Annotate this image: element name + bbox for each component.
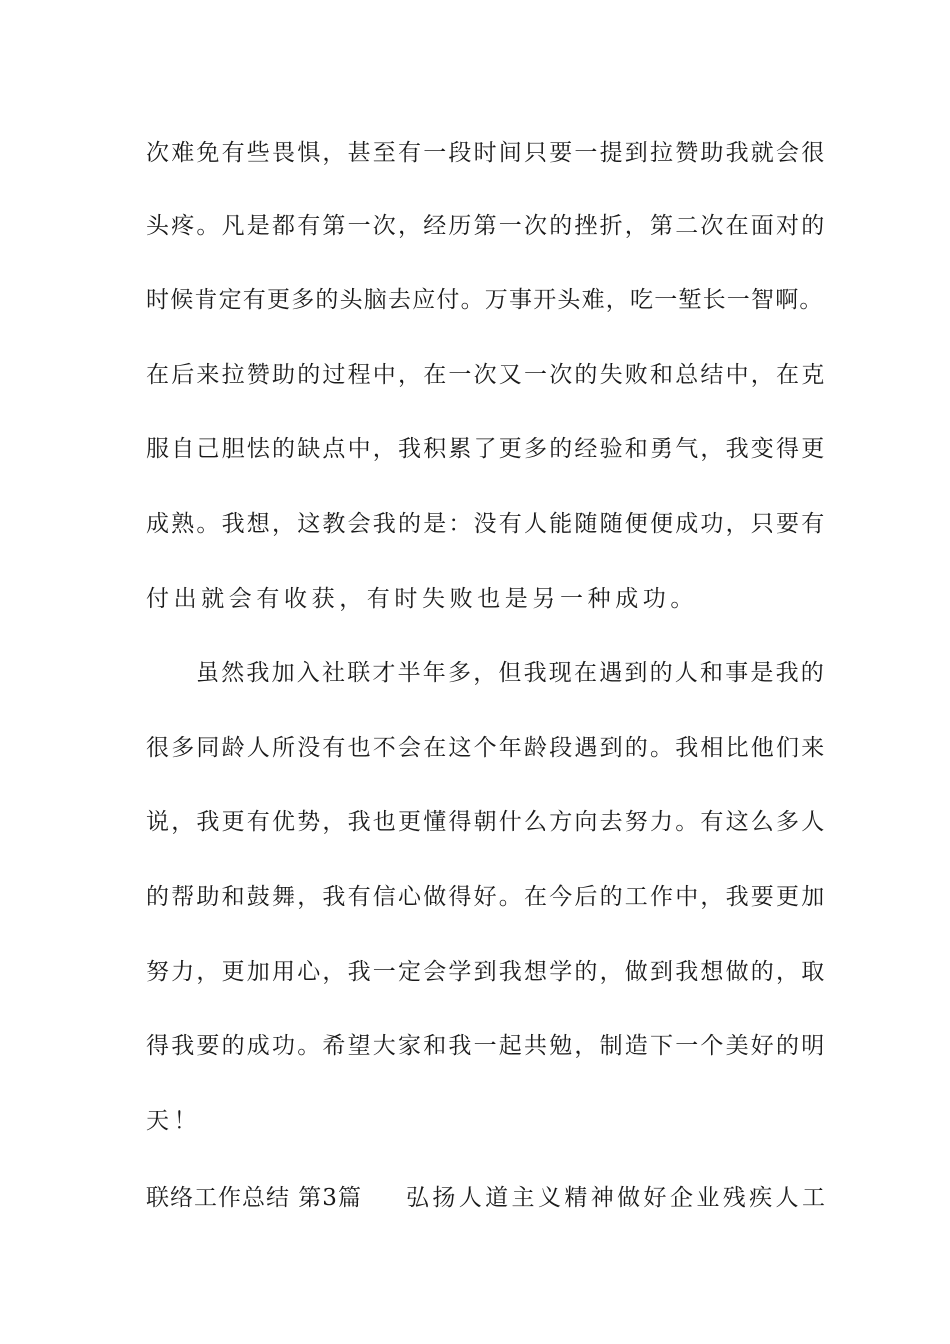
paragraph-line: 次难免有些畏惧，甚至有一段时间只要一提到拉赞助我就会很 — [146, 140, 827, 166]
section-heading — [146, 1178, 829, 1218]
paragraph-line: 付出就会有收获，有时失败也是另一种成功。 — [146, 586, 698, 612]
paragraph-line: 成熟。我想，这教会我的是：没有人能随随便便成功，只要有 — [146, 511, 827, 537]
paragraph-line: 说，我更有优势，我也更懂得朝什么方向去努力。有这么多人 — [146, 809, 827, 835]
section-label: 联络工作总结 第3篇 — [146, 1185, 362, 1211]
paragraph-line: 的帮助和鼓舞，我有信心做得好。在今后的工作中，我要更加 — [146, 884, 827, 910]
paragraph-line: 虽然我加入社联才半年多，但我现在遇到的人和事是我的 — [196, 660, 826, 686]
section-title: 弘扬人道主义精神做好企业残疾人工 — [405, 1185, 829, 1211]
paragraph-line: 很多同龄人所没有也不会在这个年龄段遇到的。我相比他们来 — [146, 735, 827, 761]
paragraph-line: 努力，更加用心，我一定会学到我想学的，做到我想做的，取 — [146, 959, 827, 985]
paragraph-line: 服自己胆怯的缺点中，我积累了更多的经验和勇气，我变得更 — [146, 436, 827, 462]
paragraph-line: 天！ — [146, 1108, 202, 1134]
paragraph-line: 头疼。凡是都有第一次，经历第一次的挫折，第二次在面对的 — [146, 213, 827, 239]
paragraph-line: 时候肯定有更多的头脑去应付。万事开头难，吃一堑长一智啊。 — [146, 287, 824, 313]
paragraph-line: 在后来拉赞助的过程中，在一次又一次的失败和总结中，在克 — [146, 362, 827, 388]
paragraph-line: 得我要的成功。希望大家和我一起共勉，制造下一个美好的明 — [146, 1033, 827, 1059]
